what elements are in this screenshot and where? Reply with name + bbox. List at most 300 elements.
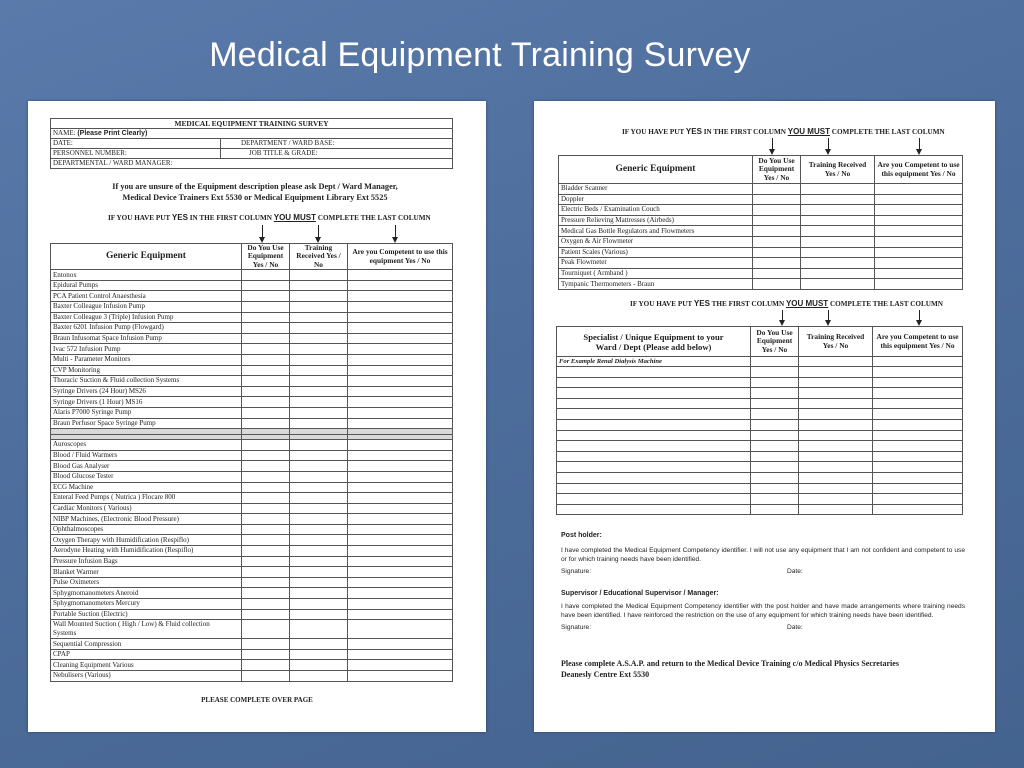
equipment-name	[557, 388, 751, 399]
answer-training-cell[interactable]	[799, 494, 873, 505]
answer-use-cell[interactable]	[242, 514, 290, 525]
blank-entry-row	[557, 430, 963, 441]
answer-training-cell[interactable]	[801, 258, 875, 269]
signature-field-2[interactable]: Signature:	[561, 624, 592, 631]
answer-training-cell[interactable]	[290, 333, 348, 344]
answer-use-cell[interactable]	[753, 215, 801, 226]
manager-field[interactable]: DEPARTMENTAL / WARD MANAGER:	[51, 159, 453, 169]
equipment-name: Cleaning Equipment Various	[51, 660, 242, 671]
answer-use-cell[interactable]	[751, 462, 799, 473]
answer-use-cell[interactable]	[753, 279, 801, 290]
answer-use-cell[interactable]	[242, 588, 290, 599]
answer-training-cell[interactable]	[290, 599, 348, 610]
answer-competent-cell[interactable]	[873, 462, 963, 473]
answer-competent-cell[interactable]	[348, 323, 453, 334]
answer-training-cell[interactable]	[801, 247, 875, 258]
date-field-2[interactable]: Date:	[787, 624, 803, 631]
answer-competent-cell[interactable]	[348, 461, 453, 472]
slide-title: Medical Equipment Training Survey	[209, 36, 751, 74]
answer-competent-cell[interactable]	[348, 567, 453, 578]
answer-competent-cell[interactable]	[348, 280, 453, 291]
answer-use-cell[interactable]	[242, 397, 290, 408]
table-row	[51, 588, 453, 599]
table-row	[51, 450, 453, 461]
answer-training-cell[interactable]	[799, 451, 873, 462]
answer-use-cell[interactable]	[753, 236, 801, 247]
answer-use-cell[interactable]	[242, 302, 290, 313]
table-row	[51, 365, 453, 376]
answer-use-cell[interactable]	[242, 440, 290, 451]
instruction-line: IF YOU HAVE PUT YES IN THE FIRST COLUMN YOU MUST COMPLETE THE LAST COLUMN	[622, 127, 945, 136]
blank-entry-row	[557, 419, 963, 430]
answer-competent-cell[interactable]	[348, 671, 453, 682]
equipment-name: Wall Mounted Suction ( High / Low) & Fluid collection Systems	[51, 620, 242, 639]
answer-use-cell[interactable]	[242, 312, 290, 323]
answer-use-cell[interactable]	[242, 365, 290, 376]
answer-training-cell[interactable]	[799, 409, 873, 420]
answer-training-cell[interactable]	[290, 365, 348, 376]
answer-competent-cell[interactable]	[875, 258, 963, 269]
answer-use-cell[interactable]	[242, 556, 290, 567]
answer-use-cell[interactable]	[242, 333, 290, 344]
answer-training-cell[interactable]	[801, 184, 875, 195]
answer-use-cell[interactable]	[242, 482, 290, 493]
answer-use-cell[interactable]	[242, 461, 290, 472]
equipment-name: NIBP Machines, (Electronic Blood Pressure)	[51, 514, 242, 525]
column-header-use: Do You Use Equipment Yes / No	[751, 327, 799, 357]
equipment-name: Baxter Colleague 3 (Triple) Infusion Pump	[51, 312, 242, 323]
answer-competent-cell[interactable]	[348, 354, 453, 365]
column-header-specialist: Specialist / Unique Equipment to your Ward / Dept (Please add below)	[557, 327, 751, 357]
answer-training-cell[interactable]	[801, 215, 875, 226]
answer-use-cell[interactable]	[242, 649, 290, 660]
down-arrow-icon	[318, 225, 319, 239]
answer-training-cell[interactable]	[290, 577, 348, 588]
answer-training-cell[interactable]	[799, 472, 873, 483]
table-row	[51, 376, 453, 387]
column-header-training: Training Received Yes / No	[801, 156, 875, 184]
equipment-name: Baxter 6201 Infusion Pump (Flowgard)	[51, 323, 242, 334]
equipment-name	[557, 494, 751, 505]
supervisor-heading: Supervisor / Educational Supervisor / Manager:	[561, 590, 719, 597]
instruction-line-2: IF YOU HAVE PUT YES THE FIRST COLUMN YOU MUST COMPLETE THE LAST COLUMN	[630, 299, 943, 308]
table-row	[51, 333, 453, 344]
answer-training-cell[interactable]	[801, 279, 875, 290]
answer-competent-cell[interactable]	[348, 493, 453, 504]
answer-competent-cell[interactable]	[348, 503, 453, 514]
answer-use-cell[interactable]	[242, 567, 290, 578]
equipment-name	[557, 419, 751, 430]
equipment-name: Cardiac Monitors ( Various)	[51, 503, 242, 514]
answer-competent-cell[interactable]	[348, 365, 453, 376]
signature-row-2	[561, 623, 965, 635]
answer-use-cell[interactable]	[242, 599, 290, 610]
answer-training-cell[interactable]	[290, 302, 348, 313]
answer-use-cell[interactable]	[242, 577, 290, 588]
answer-competent-cell[interactable]	[348, 556, 453, 567]
column-header-generic: Generic Equipment	[559, 156, 753, 184]
table-row	[51, 270, 453, 281]
answer-use-cell[interactable]	[242, 270, 290, 281]
answer-competent-cell[interactable]	[875, 226, 963, 237]
answer-competent-cell[interactable]	[348, 599, 453, 610]
equipment-name: Pulse Oximeters	[51, 577, 242, 588]
blank-entry-row	[557, 462, 963, 473]
answer-competent-cell[interactable]	[348, 418, 453, 429]
equipment-name: Nebulisers (Various)	[51, 671, 242, 682]
answer-training-cell[interactable]	[290, 524, 348, 535]
answer-training-cell[interactable]	[799, 483, 873, 494]
answer-competent-cell[interactable]	[873, 409, 963, 420]
answer-competent-cell[interactable]	[348, 535, 453, 546]
answer-training-cell[interactable]	[290, 588, 348, 599]
answer-competent-cell[interactable]	[873, 430, 963, 441]
answer-use-cell[interactable]	[242, 493, 290, 504]
answer-training-cell[interactable]	[290, 407, 348, 418]
column-header-training: Training Received Yes / No	[799, 327, 873, 357]
answer-training-cell[interactable]	[290, 386, 348, 397]
equipment-name	[557, 377, 751, 388]
answer-competent-cell[interactable]	[348, 482, 453, 493]
table-row	[51, 620, 453, 639]
answer-training-cell[interactable]	[801, 236, 875, 247]
closing-line-2: Deanesly Centre Ext 5530	[561, 670, 650, 679]
answer-competent-cell[interactable]	[348, 524, 453, 535]
equipment-name	[557, 409, 751, 420]
blank-entry-row	[557, 388, 963, 399]
answer-use-cell[interactable]	[753, 205, 801, 216]
table-row	[559, 236, 963, 247]
equipment-name: Baxter Colleague Infusion Pump	[51, 302, 242, 313]
equipment-name: Tourniquet ( Armband )	[559, 268, 753, 279]
answer-training-cell[interactable]	[799, 441, 873, 452]
table-row	[51, 535, 453, 546]
answer-training-cell[interactable]	[801, 226, 875, 237]
date-field[interactable]: DATE:	[51, 139, 221, 149]
answer-competent-cell[interactable]	[348, 291, 453, 302]
closing-note	[561, 658, 981, 680]
equipment-name: Sphygmomanometers Aneroid	[51, 588, 242, 599]
answer-training-cell[interactable]	[801, 194, 875, 205]
answer-training-cell[interactable]	[290, 639, 348, 650]
answer-training-cell[interactable]	[290, 649, 348, 660]
down-arrow-icon	[772, 138, 773, 151]
table-row	[51, 482, 453, 493]
answer-competent-cell[interactable]	[348, 546, 453, 557]
answer-use-cell[interactable]	[242, 354, 290, 365]
answer-competent-cell[interactable]	[873, 398, 963, 409]
answer-use-cell[interactable]	[242, 535, 290, 546]
answer-competent-cell[interactable]	[875, 194, 963, 205]
answer-use-cell[interactable]	[242, 280, 290, 291]
answer-competent-cell[interactable]	[348, 609, 453, 620]
answer-use-cell[interactable]	[753, 247, 801, 258]
answer-competent-cell[interactable]	[348, 344, 453, 355]
equipment-name	[557, 430, 751, 441]
date-field[interactable]: Date:	[787, 568, 803, 575]
footer-note: PLEASE COMPLETE OVER PAGE	[201, 696, 313, 704]
answer-training-cell[interactable]	[290, 376, 348, 387]
equipment-name	[557, 441, 751, 452]
post-holder-text: I have completed the Medical Equipment Competency identifier. I will not use any equipment that I am not confident and competent to use or for which training needs have been identified.	[561, 547, 965, 563]
answer-use-cell[interactable]	[753, 184, 801, 195]
equipment-name: Portable Suction (Electric)	[51, 609, 242, 620]
answer-use-cell[interactable]	[242, 639, 290, 650]
blank-entry-row	[557, 504, 963, 515]
answer-competent-cell[interactable]	[348, 588, 453, 599]
equipment-name: Oxygen Therapy with Humidification (Respiflo)	[51, 535, 242, 546]
table-row	[51, 556, 453, 567]
answer-competent-cell[interactable]	[873, 367, 963, 378]
answer-competent-cell[interactable]	[348, 514, 453, 525]
answer-training-cell[interactable]	[799, 504, 873, 515]
answer-use-cell[interactable]	[753, 226, 801, 237]
answer-competent-cell[interactable]	[873, 472, 963, 483]
answer-use-cell[interactable]	[753, 194, 801, 205]
answer-competent-cell[interactable]	[873, 451, 963, 462]
answer-use-cell[interactable]	[751, 398, 799, 409]
table-row	[51, 660, 453, 671]
example-row[interactable]: For Example Renal Dialysis Machine	[557, 357, 751, 367]
answer-use-cell[interactable]	[242, 418, 290, 429]
form-page-2	[534, 101, 995, 732]
post-holder-heading: Post holder:	[561, 532, 602, 539]
answer-training-cell[interactable]	[290, 482, 348, 493]
answer-use-cell[interactable]	[242, 503, 290, 514]
signature-field[interactable]: Signature:	[561, 568, 592, 575]
answer-training-cell[interactable]	[290, 291, 348, 302]
answer-training-cell[interactable]	[290, 440, 348, 451]
answer-use-cell[interactable]	[751, 441, 799, 452]
form-title: MEDICAL EQUIPMENT TRAINING SURVEY	[51, 119, 453, 129]
job-title-field[interactable]: JOB TITLE & GRADE:	[221, 149, 453, 159]
generic-equipment-table-2	[558, 155, 963, 290]
answer-use-cell[interactable]	[751, 494, 799, 505]
answer-competent-cell[interactable]	[875, 215, 963, 226]
answer-training-cell[interactable]	[801, 268, 875, 279]
table-row	[559, 184, 963, 195]
answer-training-cell[interactable]	[290, 493, 348, 504]
answer-competent-cell[interactable]	[348, 312, 453, 323]
table-row	[51, 291, 453, 302]
answer-training-cell[interactable]	[290, 567, 348, 578]
answer-competent-cell[interactable]	[348, 639, 453, 650]
answer-use-cell[interactable]	[751, 377, 799, 388]
answer-training-cell[interactable]	[799, 377, 873, 388]
answer-use-cell[interactable]	[753, 268, 801, 279]
answer-training-cell[interactable]	[799, 430, 873, 441]
equipment-name: PCA Patient Control Anaesthesia	[51, 291, 242, 302]
equipment-name: Oxygen & Air Flowmeter	[559, 236, 753, 247]
table-row	[51, 280, 453, 291]
answer-training-cell[interactable]	[290, 270, 348, 281]
answer-use-cell[interactable]	[242, 323, 290, 334]
answer-training-cell[interactable]	[799, 367, 873, 378]
answer-use-cell[interactable]	[242, 546, 290, 557]
answer-training-cell[interactable]	[801, 205, 875, 216]
answer-competent-cell[interactable]	[348, 471, 453, 482]
answer-use-cell[interactable]	[751, 367, 799, 378]
down-arrow-icon	[262, 225, 263, 239]
form-page-1	[28, 101, 486, 732]
answer-competent-cell[interactable]	[875, 205, 963, 216]
answer-competent-cell[interactable]	[348, 440, 453, 451]
answer-competent-cell[interactable]	[348, 397, 453, 408]
answer-use-cell[interactable]	[751, 388, 799, 399]
blank-entry-row	[557, 409, 963, 420]
blank-entry-row	[557, 494, 963, 505]
answer-competent-cell[interactable]	[873, 419, 963, 430]
answer-competent-cell[interactable]	[348, 660, 453, 671]
specialist-equipment-table	[556, 326, 963, 515]
equipment-name: Pressure Relieving Mattresses (Airbeds)	[559, 215, 753, 226]
answer-use-cell[interactable]	[751, 409, 799, 420]
column-header-competent: Are you Competent to use this equipment Yes / No	[873, 327, 963, 357]
blank-entry-row	[557, 441, 963, 452]
answer-use-cell[interactable]	[242, 344, 290, 355]
answer-competent-cell[interactable]	[348, 649, 453, 660]
answer-training-cell[interactable]	[290, 620, 348, 639]
answer-use-cell[interactable]	[242, 407, 290, 418]
table-row	[51, 344, 453, 355]
answer-use-cell[interactable]	[751, 419, 799, 430]
answer-training-cell[interactable]	[290, 280, 348, 291]
answer-competent-cell[interactable]	[348, 407, 453, 418]
answer-use-cell[interactable]	[751, 504, 799, 515]
answer-training-cell[interactable]	[290, 546, 348, 557]
blank-entry-row	[557, 472, 963, 483]
table-row	[51, 639, 453, 650]
table-row	[51, 514, 453, 525]
answer-training-cell[interactable]	[290, 660, 348, 671]
answer-training-cell[interactable]	[799, 419, 873, 430]
table-row	[51, 649, 453, 660]
table-row	[51, 599, 453, 610]
answer-use-cell[interactable]	[242, 471, 290, 482]
answer-competent-cell[interactable]	[873, 441, 963, 452]
answer-training-cell[interactable]	[290, 397, 348, 408]
table-row	[559, 258, 963, 269]
equipment-name: CPAP	[51, 649, 242, 660]
answer-use-cell[interactable]	[242, 524, 290, 535]
answer-training-cell[interactable]	[290, 503, 348, 514]
equipment-name: Pressure Infusion Bags	[51, 556, 242, 567]
answer-competent-cell[interactable]	[873, 483, 963, 494]
table-row	[51, 302, 453, 313]
answer-competent-cell[interactable]	[875, 279, 963, 290]
answer-competent-cell[interactable]	[348, 376, 453, 387]
answer-use-cell[interactable]	[242, 620, 290, 639]
equipment-name: Syringe Drivers (24 Hour) MS26	[51, 386, 242, 397]
equipment-name: Medical Gas Bottle Regulators and Flowmeters	[559, 226, 753, 237]
answer-training-cell[interactable]	[290, 471, 348, 482]
answer-use-cell[interactable]	[751, 472, 799, 483]
answer-use-cell[interactable]	[242, 609, 290, 620]
answer-competent-cell[interactable]	[873, 494, 963, 505]
answer-use-cell[interactable]	[242, 376, 290, 387]
table-row	[559, 194, 963, 205]
equipment-name: Aerodyne Heating with Humidification (Respiflo)	[51, 546, 242, 557]
info-text	[50, 181, 460, 203]
personnel-field[interactable]: PERSONNEL NUMBER:	[51, 149, 221, 159]
answer-competent-cell[interactable]	[348, 620, 453, 639]
info-line-1: If you are unsure of the Equipment description please ask Dept / Ward Manager,	[112, 182, 398, 191]
answer-training-cell[interactable]	[290, 344, 348, 355]
equipment-name: Sequential Compression	[51, 639, 242, 650]
answer-training-cell[interactable]	[290, 609, 348, 620]
answer-training-cell[interactable]	[799, 398, 873, 409]
answer-competent-cell[interactable]	[873, 504, 963, 515]
answer-training-cell[interactable]	[290, 323, 348, 334]
answer-use-cell[interactable]	[242, 386, 290, 397]
answer-use-cell[interactable]	[751, 483, 799, 494]
answer-competent-cell[interactable]	[875, 268, 963, 279]
equipment-name: Entonox	[51, 270, 242, 281]
name-row[interactable]	[51, 129, 453, 139]
answer-use-cell[interactable]	[751, 451, 799, 462]
answer-training-cell[interactable]	[290, 671, 348, 682]
answer-training-cell[interactable]	[290, 354, 348, 365]
answer-competent-cell[interactable]	[873, 388, 963, 399]
department-field[interactable]: DEPARTMENT / WARD BASE:	[221, 139, 453, 149]
equipment-name	[557, 451, 751, 462]
answer-training-cell[interactable]	[290, 556, 348, 567]
table-row	[51, 524, 453, 535]
answer-use-cell[interactable]	[242, 660, 290, 671]
answer-competent-cell[interactable]	[873, 377, 963, 388]
answer-training-cell[interactable]	[290, 535, 348, 546]
answer-use-cell[interactable]	[242, 671, 290, 682]
table-row	[51, 407, 453, 418]
answer-training-cell[interactable]	[799, 388, 873, 399]
answer-competent-cell[interactable]	[348, 333, 453, 344]
equipment-name: ECG Machine	[51, 482, 242, 493]
table-row	[51, 609, 453, 620]
answer-competent-cell[interactable]	[348, 450, 453, 461]
answer-use-cell[interactable]	[753, 258, 801, 269]
table-row	[51, 323, 453, 334]
table-row	[51, 546, 453, 557]
column-header-competent: Are you Competent to use this equipment Yes / No	[348, 244, 453, 270]
answer-training-cell[interactable]	[290, 418, 348, 429]
answer-training-cell[interactable]	[290, 514, 348, 525]
answer-competent-cell[interactable]	[875, 236, 963, 247]
answer-training-cell[interactable]	[799, 462, 873, 473]
answer-competent-cell[interactable]	[348, 270, 453, 281]
equipment-name: Doppler	[559, 194, 753, 205]
answer-use-cell[interactable]	[242, 291, 290, 302]
answer-competent-cell[interactable]	[348, 302, 453, 313]
answer-competent-cell[interactable]	[875, 184, 963, 195]
table-row	[51, 471, 453, 482]
answer-training-cell[interactable]	[290, 312, 348, 323]
equipment-name: Sphygmomanometers Mercury	[51, 599, 242, 610]
table-row	[51, 418, 453, 429]
answer-training-cell[interactable]	[290, 450, 348, 461]
equipment-name	[557, 367, 751, 378]
answer-use-cell[interactable]	[751, 430, 799, 441]
blank-entry-row	[557, 377, 963, 388]
answer-competent-cell[interactable]	[348, 386, 453, 397]
answer-competent-cell[interactable]	[348, 577, 453, 588]
equipment-name: Epidural Pumps	[51, 280, 242, 291]
answer-competent-cell[interactable]	[875, 247, 963, 258]
equipment-name: Ivac 572 Infusion Pump	[51, 344, 242, 355]
equipment-name: Patient Scales (Various)	[559, 247, 753, 258]
answer-training-cell[interactable]	[290, 461, 348, 472]
answer-use-cell[interactable]	[242, 450, 290, 461]
down-arrow-icon	[828, 138, 829, 151]
